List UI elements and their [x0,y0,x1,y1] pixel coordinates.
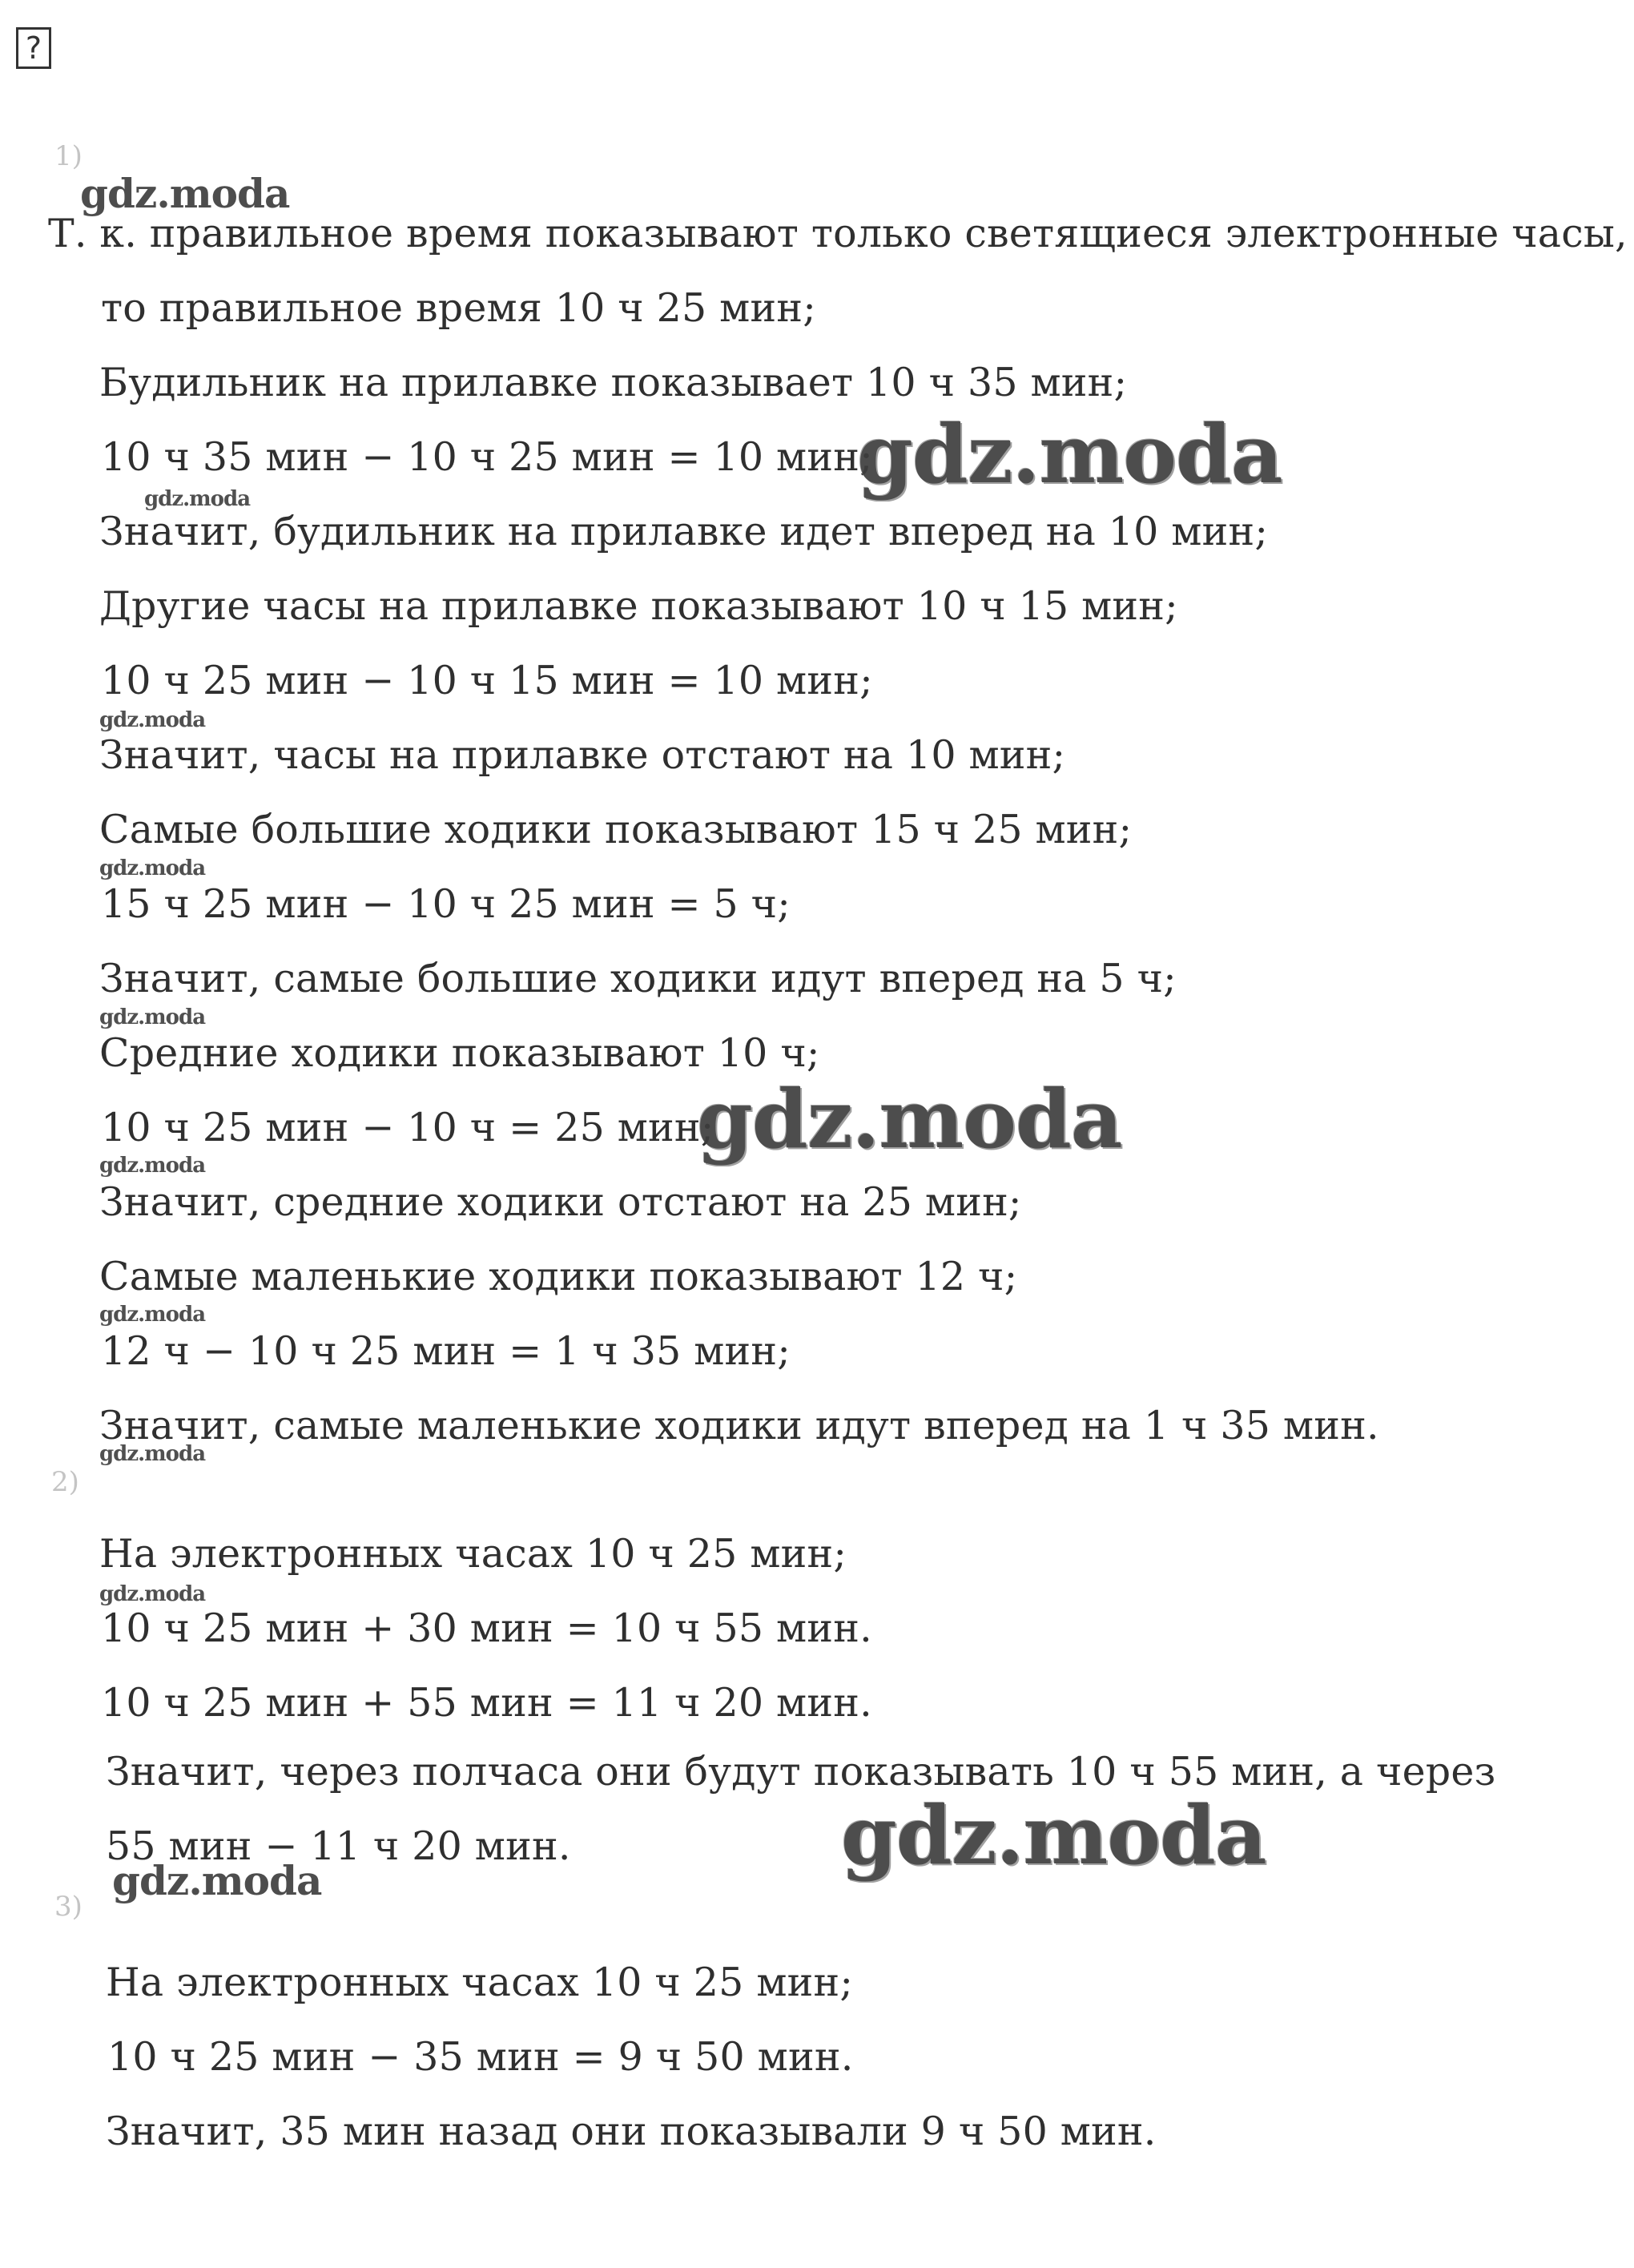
solution-line: 12 ч − 10 ч 25 мин = 1 ч 35 мин; [101,1328,791,1374]
help-icon[interactable]: ? [16,27,51,69]
solution-line: Значит, часы на прилавке отстают на 10 мин; [99,732,1066,778]
solution-line: Значит, самые маленькие ходики идут вперед на 1 ч 35 мин. [99,1403,1379,1448]
watermark-logo: gdz.moda [99,1582,206,1606]
solution-line: 10 ч 35 мин − 10 ч 25 мин = 10 мин; [101,434,873,480]
solution-line: Самые большие ходики показывают 15 ч 25 мин; [99,807,1133,852]
solution-line: 10 ч 25 мин − 10 ч 15 мин = 10 мин; [101,658,873,703]
solution-line: Другие часы на прилавке показывают 10 ч 15 мин; [99,583,1178,629]
watermark-logo: gdz.moda [99,1005,206,1029]
section-number-3: 3) [54,1891,83,1923]
solution-line: На электронных часах 10 ч 25 мин; [106,1960,854,2005]
watermark-logo: gdz.moda [144,487,251,511]
solution-line: Значит, будильник на прилавке идет вперед на 10 мин; [99,509,1269,554]
solution-line: Значит, самые большие ходики идут вперед на 5 ч; [99,956,1177,1001]
solution-line: 10 ч 25 мин − 35 мин = 9 ч 50 мин. [107,2034,854,2080]
watermark-logo: gdz.moda [857,407,1282,502]
solution-line: 10 ч 25 мин + 30 мин = 10 ч 55 мин. [101,1605,872,1651]
solution-line: 10 ч 25 мин + 55 мин = 11 ч 20 мин. [101,1680,872,1726]
solution-line: 10 ч 25 мин − 10 ч = 25 мин; [101,1105,714,1150]
solution-line: Будильник на прилавке показывает 10 ч 35 мин; [99,360,1128,405]
solution-line: Самые маленькие ходики показывают 12 ч; [99,1254,1018,1299]
solution-line: Значит, средние ходики отстают на 25 мин; [99,1179,1022,1225]
solution-line: Значит, 35 мин назад они показывали 9 ч 50 мин. [106,2109,1157,2154]
watermark-logo: gdz.moda [99,1442,206,1466]
solution-line: Т. к. правильное время показывают только светящиеся электронные часы, [48,211,1628,256]
watermark-logo: gdz.moda [841,1788,1266,1883]
watermark-logo: gdz.moda [112,1857,322,1904]
solution-line: Средние ходики показывают 10 ч; [99,1030,820,1076]
section-number-1: 1) [54,140,83,172]
watermark-logo: gdz.moda [99,1154,206,1178]
watermark-logo: gdz.moda [99,856,206,880]
watermark-logo: gdz.moda [80,170,290,217]
solution-line: 55 мин − 11 ч 20 мин. [106,1823,571,1869]
solution-line: то правильное время 10 ч 25 мин; [101,285,816,331]
watermark-logo: gdz.moda [99,708,206,732]
section-number-2: 2) [51,1466,79,1498]
watermark-logo: gdz.moda [99,1303,206,1327]
solution-line: Значит, через полчаса они будут показывать 10 ч 55 мин, а через [106,1749,1496,1795]
solution-line: 15 ч 25 мин − 10 ч 25 мин = 5 ч; [101,881,791,927]
watermark-logo: gdz.moda [697,1072,1122,1166]
solution-line: На электронных часах 10 ч 25 мин; [99,1531,847,1577]
